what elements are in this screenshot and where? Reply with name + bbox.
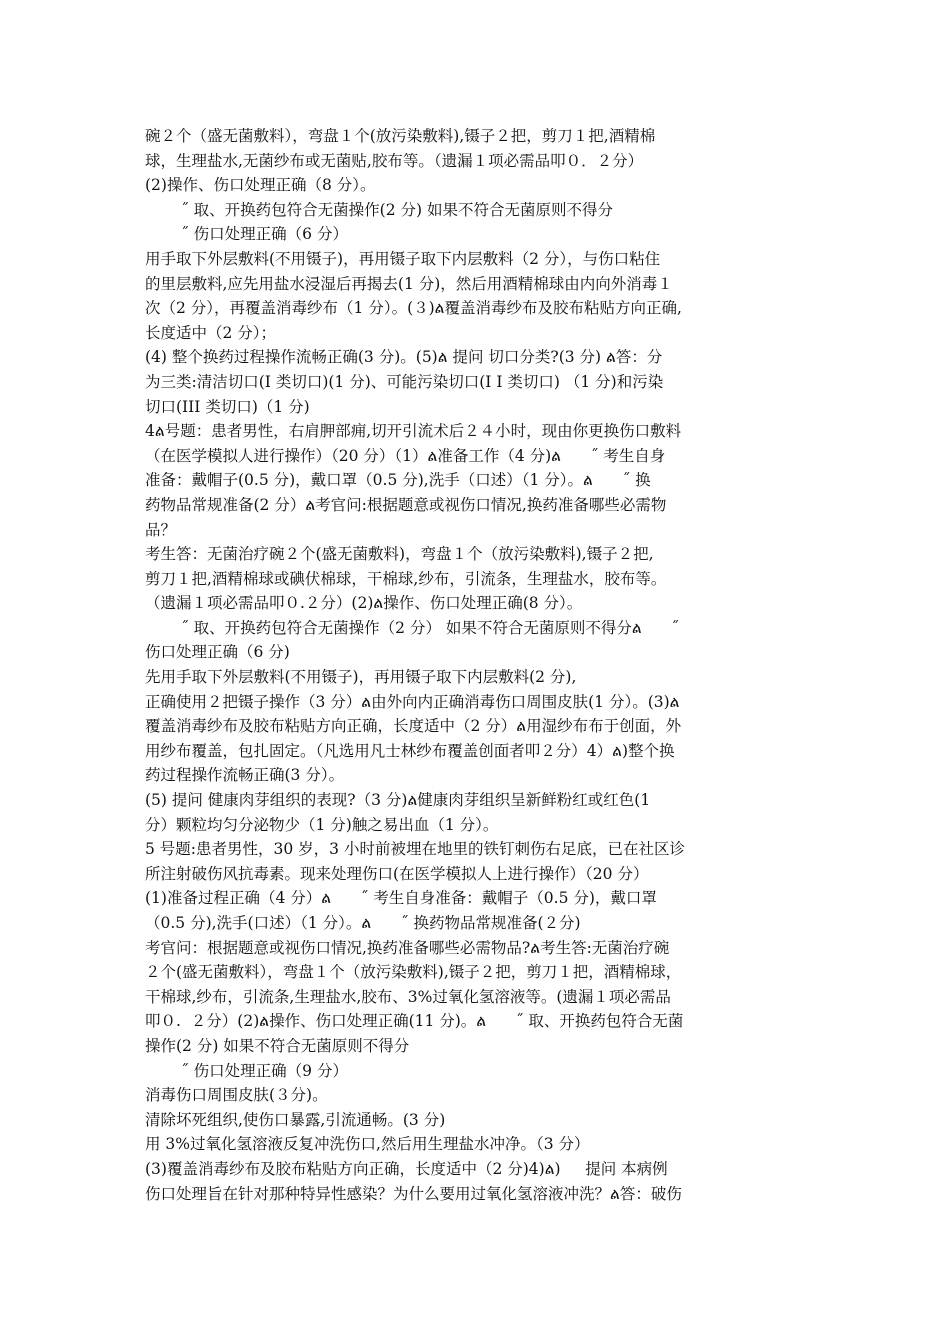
text-line: 5 号题:患者男性，30 岁，3 小时前被埋在地里的铁钉刺伤右足底，已在社区诊: [145, 840, 685, 859]
text-line: 药过程操作流畅正确(3 分）。: [145, 766, 345, 785]
text-line: 剪刀１把,酒精棉球或碘伏棉球，干棉球,纱布，引流条，生理盐水，胶布等。: [145, 569, 667, 588]
text-line: (3)覆盖消毒纱布及胶布粘贴方向正确，长度适中（2 分)4)ል) 提问 本病例: [145, 1159, 668, 1178]
text-line: 叩０. ２分）(2)ል操作、伤口处理正确(11 分)。ል ˝ 取、开换药包符合无菌: [145, 1012, 684, 1031]
text-line: 覆盖消毒纱布及胶布粘贴方向正确，长度适中（2 分）ል用湿纱布布于创面，外: [145, 717, 682, 736]
text-line: （在医学模拟人进行操作）（20 分）（1）ል准备工作（4 分)ል ˝ 考生自身: [145, 446, 666, 465]
text-line: 操作(2 分) 如果不符合无菌原则不得分: [145, 1036, 410, 1055]
text-line: ˝ 伤口处理正确（9 分）: [181, 1061, 348, 1080]
text-line: 考生答：无菌治疗碗２个(盛无菌敷料)，弯盘１个（放污染敷料),镊子２把,: [145, 545, 654, 564]
text-line: (2)操作、伤口处理正确（8 分）。: [145, 176, 376, 195]
text-line: 切口(III 类切口)（1 分): [145, 397, 310, 416]
text-line: 用手取下外层敷料(不用镊子)，再用镊子取下内层敷料（2 分），与伤口粘住: [145, 249, 661, 268]
text-line: 为三类:清洁切口(I 类切口)(1 分)、可能污染切口(I I 类切口) （1 分)和污染: [145, 372, 664, 391]
text-line: 清除坏死组织,使伤口暴露,引流通畅。(3 分): [145, 1110, 446, 1129]
text-line: 伤口处理旨在针对那种特异性感染？为什么要用过氧化氢溶液冲洗？ል答：破伤: [145, 1184, 682, 1203]
text-line: 用 3%过氧化氢溶液反复冲洗伤口,然后用生理盐水冲净。（3 分）: [145, 1135, 590, 1154]
text-line: ˝ 取、开换药包符合无菌操作（2 分） 如果不符合无菌原则不得分ል ˝: [181, 618, 680, 637]
text-line: 长度适中（2 分）；: [145, 323, 277, 342]
text-line: 球，生理盐水,无菌纱布或无菌贴,胶布等。（遗漏１项必需品叩０．２分）: [145, 151, 644, 170]
text-line: （0.5 分),洗手(口述）（1 分）。ል ˝ 换药物品常规准备(２分): [145, 914, 581, 932]
text-line: （遗漏１项必需品叩０.２分）(2)ል操作、伤口处理正确(8 分）。: [145, 594, 583, 613]
text-line: 品？: [145, 520, 177, 539]
text-line: 所注射破伤风抗毒素。现来处理伤口(在医学模拟人上进行操作）（20 分）: [145, 864, 649, 883]
text-line: 碗２个（盛无菌敷料），弯盘１个(放污染敷料),镊子２把，剪刀１把,酒精棉: [145, 127, 656, 145]
text-line: 干棉球,纱布，引流条,生理盐水,胶布、3%过氧化氢溶液等。(遗漏１项必需品: [145, 987, 671, 1006]
text-line: 4ል号题：患者男性，右肩胛部痈,切开引流术后２４小时，现由你更换伤口敷料: [145, 422, 682, 441]
text-line: ˝ 取、开换药包符合无菌操作(2 分) 如果不符合无菌原则不得分: [181, 200, 613, 219]
text-line: (4) 整个换药过程操作流畅正确(3 分)。(5)ል 提问 切口分类?(3 分) ል答：分: [145, 348, 663, 367]
text-line: 先用手取下外层敷料(不用镊子)，再用镊子取下内层敷料(2 分),: [145, 668, 577, 687]
text-line: 消毒伤口周围皮肤(３分)。: [145, 1086, 328, 1105]
text-line: 准备：戴帽子(0.5 分)，戴口罩（0.5 分),洗手（口述）（1 分）。ል ˝ 换: [145, 471, 651, 490]
text-line: 分）颗粒均匀分泌物少（1 分)触之易出血（1 分）。: [145, 815, 499, 834]
text-line: 的里层敷料,应先用盐水浸湿后再揭去(1 分)，然后用酒精棉球由内向外消毒１: [145, 274, 673, 293]
text-line: 正确使用２把镊子操作（3 分）ል由外向内正确消毒伤口周围皮肤(1 分）。(3)ል: [145, 692, 680, 711]
text-line: 考官问：根据题意或视伤口情况,换药准备哪些必需物品?ል考生答:无菌治疗碗: [145, 938, 670, 957]
text-line: ˝ 伤口处理正确（6 分）: [181, 225, 348, 244]
text-line: ２个(盛无菌敷料），弯盘１个（放污染敷料),镊子２把，剪刀１把，酒精棉球，: [145, 963, 682, 982]
text-line: 次（2 分），再覆盖消毒纱布（1 分）。(３)ል覆盖消毒纱布及胶布粘贴方向正确,: [145, 299, 682, 318]
text-line: 药物品常规准备(2 分）ል考官问:根据题意或视伤口情况,换药准备哪些必需物: [145, 495, 667, 514]
text-line: 伤口处理正确（6 分): [145, 643, 290, 662]
text-line: (5) 提问 健康肉芽组织的表现?（3 分)ል健康肉芽组织呈新鲜粉红或红色(1: [145, 791, 651, 810]
text-line: (1)准备过程正确（4 分）ል ˝ 考生自身准备：戴帽子（0.5 分)，戴口罩: [145, 889, 657, 908]
text-line: 用纱布覆盖，包扎固定。（凡选用凡士林纱布覆盖创面者叩２分）4）ል)整个换: [145, 741, 675, 760]
document-page: [145, 124, 815, 1206]
